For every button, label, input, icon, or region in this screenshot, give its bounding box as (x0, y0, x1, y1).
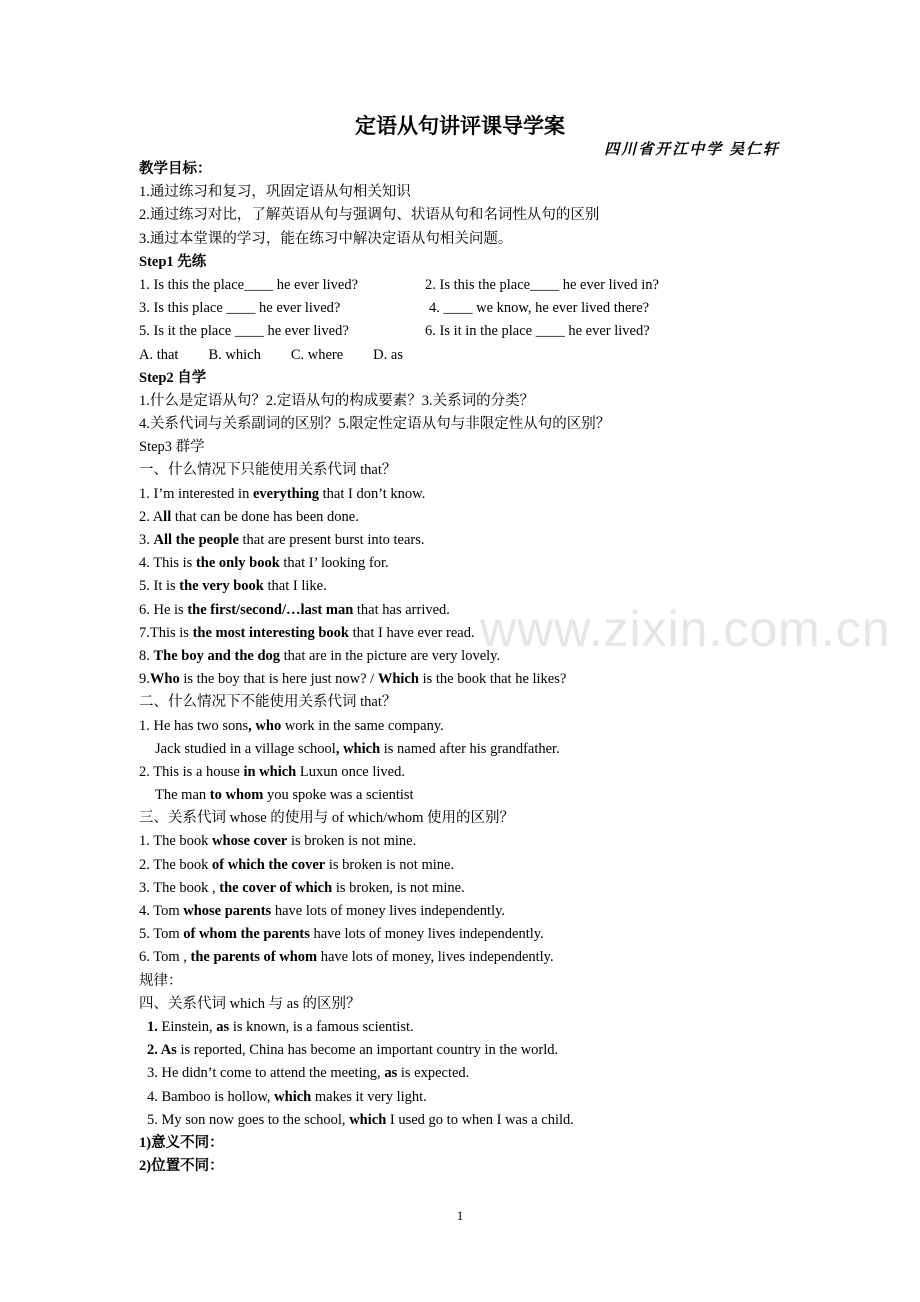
text: is expected. (397, 1065, 470, 1082)
text: 2. The book (139, 856, 213, 873)
example-line (139, 1086, 789, 1109)
author: 四川省开江中学 吴仁轩 (604, 142, 780, 158)
example-line (139, 645, 789, 668)
emphasis: Who (149, 671, 180, 688)
text: Einstein, (157, 1018, 217, 1035)
example-line (139, 946, 789, 969)
text: 4. Bamboo is hollow, (147, 1088, 275, 1105)
emphasis: which (349, 1111, 387, 1128)
step1-heading: Step1 先练 (139, 253, 207, 270)
text: The man (155, 787, 210, 804)
emphasis: the most interesting book (192, 624, 349, 641)
example-line (139, 575, 789, 598)
example-line (139, 483, 789, 506)
emphasis: The boy and the dog (153, 647, 281, 664)
step3-heading: Step3 群学 (139, 439, 205, 456)
text: 1. He has two sons (139, 717, 249, 734)
text: is broken is not mine. (287, 833, 417, 850)
text: Jack studied in a village school (155, 740, 336, 757)
text: 3. He didn’t come to attend the meeting, (147, 1065, 385, 1082)
emphasis: to whom (209, 787, 264, 804)
example-line (139, 1039, 789, 1062)
section4-heading: 四、关系代词 which 与 as 的区别？ (139, 995, 361, 1012)
example-line (139, 854, 789, 877)
text: 5. Tom (139, 926, 184, 943)
watermark: www.zixin.com.cn (480, 601, 891, 657)
text: 2. This is a house (139, 763, 244, 780)
example-line (139, 830, 789, 853)
example-line (139, 715, 789, 738)
summary-line: 2)位置不同： (139, 1158, 224, 1175)
page-number: 1 (456, 1208, 464, 1223)
emphasis: the cover of which (219, 879, 333, 896)
question: 6. Is it in the place ____ he ever lived? (425, 323, 650, 340)
text: makes it very light. (311, 1088, 427, 1105)
emphasis: which (274, 1088, 312, 1105)
emphasis: , who (248, 717, 282, 734)
text: work in the same company. (281, 717, 444, 734)
text: 8. (139, 647, 154, 664)
question: 3. Is this place ____ he ever lived? (139, 300, 341, 317)
example-line (139, 784, 789, 807)
example-line (139, 622, 789, 645)
question-row (139, 297, 789, 320)
text: 4. This is (139, 555, 196, 572)
emphasis: the only book (195, 555, 280, 572)
text: have lots of money, lives independently. (317, 949, 554, 966)
question-row (139, 274, 789, 297)
section1-heading: 一、什么情况下只能使用关系代词 that？ (139, 462, 397, 479)
objectives-heading: 教学目标： (139, 161, 212, 177)
option: D. as (373, 346, 403, 363)
text: 6. He is (139, 601, 188, 618)
example-line (139, 668, 789, 691)
text: 1. I’m interested in (139, 485, 253, 502)
text: is named after his grandfather. (380, 740, 560, 757)
emphasis: 1. (147, 1018, 158, 1035)
emphasis: as (216, 1018, 230, 1035)
emphasis: ll (163, 508, 172, 525)
section2-heading: 二、什么情况下不能使用关系代词 that？ (139, 694, 397, 711)
text: is broken, is not mine. (332, 879, 465, 896)
emphasis: of whom the parents (183, 926, 310, 943)
example-line (139, 506, 789, 529)
emphasis: in which (243, 763, 297, 780)
objective-item: 3.通过本堂课的学习，能在练习中解决定语从句相关问题。 (139, 230, 513, 247)
step2-line: 1.什么是定语从句？2.定语从句的构成要素？3.关系词的分类？ (139, 392, 535, 409)
text: 5. It is (139, 578, 180, 595)
text: that are present burst into tears. (238, 532, 425, 548)
text: 4. Tom (139, 903, 184, 919)
text: that has arrived. (353, 601, 450, 618)
example-line (139, 923, 789, 946)
emphasis: the very book (179, 578, 264, 595)
text: you spoke was a scientist (263, 787, 414, 804)
question: 5. Is it the place ____ he ever lived? (139, 323, 349, 340)
example-line (139, 529, 789, 552)
document-body (139, 158, 789, 1178)
text: is broken is not mine. (325, 856, 455, 873)
page-title: 定语从句讲评课导学案 (355, 114, 565, 138)
objective-item: 2.通过练习对比，了解英语从句与强调句、状语从句和名词性从句的区别 (139, 207, 600, 224)
text: 6. Tom , (139, 949, 191, 966)
emphasis: Which (377, 671, 419, 688)
step2-heading: Step2 自学 (139, 369, 207, 386)
example-line (139, 599, 789, 622)
example-line (139, 900, 789, 923)
example-line (139, 738, 789, 761)
option: C. where (290, 346, 344, 363)
question: 1. Is this the place____ he ever lived? (139, 276, 359, 293)
text: is the boy that is here just now? / (179, 671, 378, 688)
emphasis: the first/second/…last man (187, 601, 354, 618)
text: 3. (139, 532, 154, 548)
emphasis: All the people (153, 532, 239, 548)
option: B. which (208, 346, 261, 363)
section3-heading: 三、关系代词 whose 的使用与 of which/whom 使用的区别？ (139, 810, 514, 827)
emphasis: everything (252, 485, 320, 502)
emphasis: of which the cover (212, 856, 326, 873)
options-row (139, 344, 789, 367)
text: that are in the picture are very lovely. (280, 647, 501, 664)
example-line (139, 877, 789, 900)
emphasis: the parents of whom (190, 949, 318, 966)
emphasis: as (384, 1065, 398, 1082)
example-line (139, 552, 789, 575)
summary-line: 1)意义不同： (139, 1134, 224, 1151)
question-row (139, 320, 789, 343)
text: is reported, China has become an important country in the world. (176, 1042, 559, 1059)
question: 4. ____ we know, he ever lived there? (429, 300, 650, 317)
text: Luxun once lived. (296, 763, 405, 780)
emphasis: whose parents (183, 903, 272, 919)
text: is the book that he likes? (418, 671, 567, 688)
text: is known, is a famous scientist. (229, 1018, 414, 1035)
example-line (139, 1062, 789, 1085)
text: 5. My son now goes to the school, (147, 1111, 350, 1128)
text: that I like. (263, 578, 327, 595)
text: that I don’t know. (319, 485, 426, 502)
text: that can be done has been done. (171, 508, 359, 525)
objective-item: 1.通过练习和复习，巩固定语从句相关知识 (139, 184, 411, 201)
example-line (139, 1016, 789, 1039)
text: 2. A (139, 508, 164, 525)
text: have lots of money lives independently. (271, 903, 506, 919)
text: have lots of money lives independently. (309, 926, 544, 943)
emphasis: 2. As (147, 1042, 177, 1059)
text: 9. (139, 671, 150, 688)
text: that I’ looking for. (279, 555, 389, 572)
example-line (139, 1109, 789, 1132)
text: 7.This is (139, 624, 193, 641)
emphasis: , which (335, 740, 381, 757)
rule-label: 规律： (139, 972, 183, 989)
text: I used go to when I was a child. (386, 1111, 574, 1128)
step2-line: 4.关系代词与关系副词的区别？5.限定性定语从句与非限定性从句的区别？ (139, 416, 611, 433)
text: 1. The book (139, 833, 213, 850)
emphasis: whose cover (212, 833, 288, 850)
example-line (139, 761, 789, 784)
option: A. that (139, 346, 179, 363)
text: that I have ever read. (349, 624, 475, 641)
text: 3. The book , (139, 879, 220, 896)
question: 2. Is this the place____ he ever lived in? (425, 276, 659, 293)
